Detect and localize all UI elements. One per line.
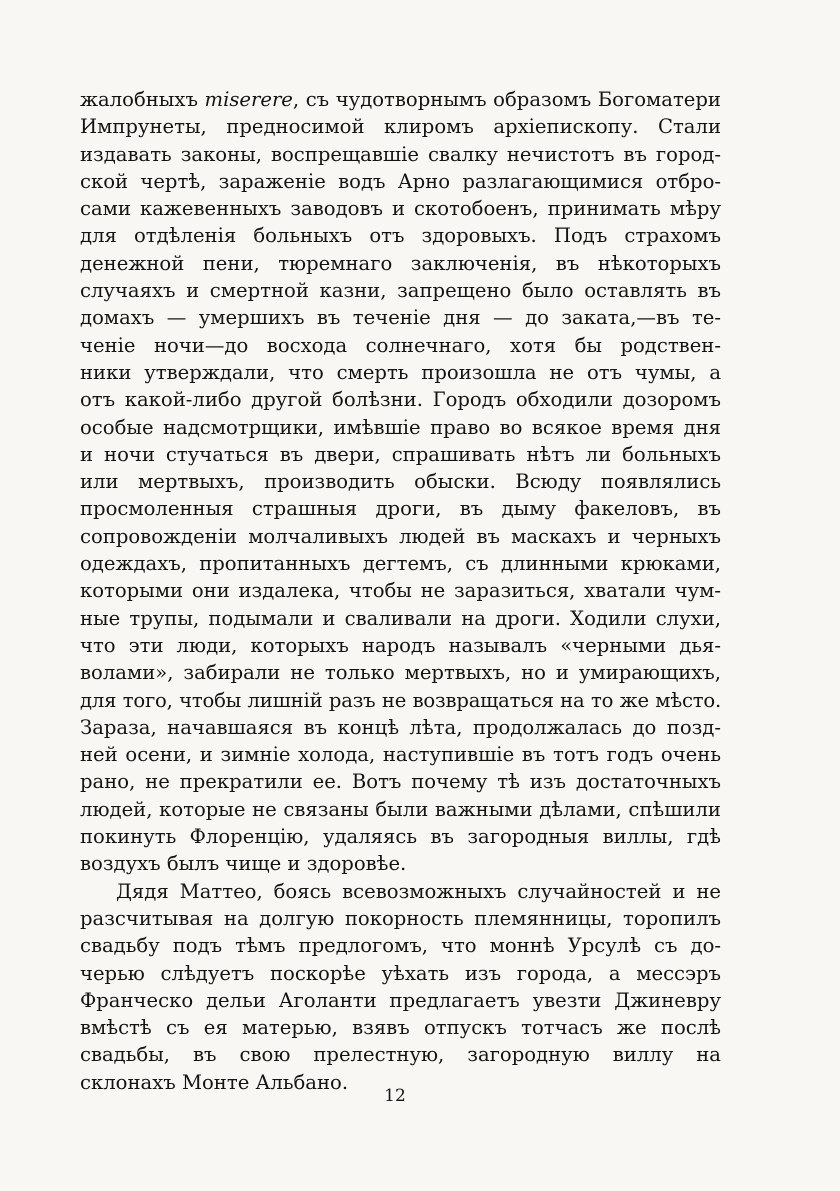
text-line: склонахъ Монте Альбано.	[80, 1070, 349, 1094]
text-line: что эти люди, которыхъ народъ называлъ «черными дья-	[80, 633, 721, 657]
text-line: просмоленныя страшныя дроги, въ дыму факеловъ, въ	[80, 497, 721, 521]
text-line: жалобныхъ miserere, съ чудотворнымъ образомъ Богоматери	[80, 88, 721, 111]
text-line: ченіе ночи—до восхода солнечнаго, хотя бы родствен-	[80, 333, 721, 357]
text-line: ные трупы, подымали и сваливали на дроги. Ходили слухи,	[80, 606, 721, 630]
text-line: особые надсмотрщики, имѣвшіе право во всякое время дня	[80, 415, 721, 439]
text-line: ской чертѣ, зараженіе водъ Арно разлагающимися отбро-	[80, 169, 721, 193]
text-line: Импрунеты, предносимой клиромъ архіепископу. Стали	[80, 115, 721, 139]
text-line: рано, не прекратили ее. Вотъ почему тѣ изъ достаточныхъ	[80, 770, 721, 794]
text-line: для отдѣленія больныхъ отъ здоровыхъ. Подъ страхомъ	[80, 224, 721, 248]
text-line: Дядя Маттео, боясь всевозможныхъ случайностей и не	[116, 879, 721, 903]
text-line: разсчитывая на долгую покорность племянницы, торопилъ	[80, 906, 721, 930]
text-line: издавать законы, воспрещавшіе свалку нечистотъ въ город-	[80, 142, 721, 166]
text-line: воздухъ былъ чище и здоровѣе.	[80, 852, 407, 876]
text-line: сопровожденіи молчаливыхъ людей въ маскахъ и черныхъ	[80, 524, 721, 548]
text-line: которыми они издалека, чтобы не заразиться, хватали чум-	[80, 579, 721, 603]
text-line: Зараза, начавшаяся въ концѣ лѣта, продолжалась до позд-	[80, 715, 721, 739]
text-line: и ночи стучаться въ двери, спрашивать нѣтъ ли больныхъ	[80, 442, 721, 466]
page-number: 12	[384, 1086, 406, 1106]
italic-term: miserere	[204, 88, 293, 111]
text-line: для того, чтобы лишній разъ не возвращаться на то же мѣсто.	[80, 688, 721, 712]
text-line: людей, которые не связаны были важными дѣлами, спѣшили	[80, 797, 721, 821]
text-line: сами кажевенныхъ заводовъ и скотобоенъ, принимать мѣру	[80, 197, 721, 221]
text-line: ней осени, и зимніе холода, наступившіе въ тотъ годъ очень	[80, 743, 721, 767]
text-line: Франческо дельи Аголанти предлагаетъ увезти Джиневру	[80, 988, 721, 1012]
text-line: отъ какой-либо другой болѣзни. Городъ обходили дозоромъ	[80, 388, 721, 412]
text-line: свадьбы, въ свою прелестную, загородную виллу на	[80, 1043, 721, 1067]
text-line: черью слѣдуетъ поскорѣе уѣхать изъ города, а мессэръ	[80, 961, 721, 985]
body-text	[80, 86, 721, 1096]
text-line: волами», забирали не только мертвыхъ, но и умирающихъ,	[80, 661, 721, 685]
text-line: одеждахъ, пропитанныхъ дегтемъ, съ длинными крюками,	[80, 552, 721, 576]
text-line: денежной пени, тюремнаго заключенія, въ нѣкоторыхъ	[80, 251, 721, 275]
text-line: покинуть Флоренцію, удаляясь въ загородныя виллы, гдѣ	[80, 825, 721, 849]
text-line: домахъ — умершихъ въ теченіе дня — до заката,—въ те-	[80, 306, 721, 330]
text-line: или мертвыхъ, производить обыски. Всюду появлялись	[80, 470, 721, 494]
text-line: вмѣстѣ съ ея матерью, взявъ отпускъ тотчасъ же послѣ	[80, 1016, 721, 1040]
text-line: свадьбу подъ тѣмъ предлогомъ, что моннѣ Урсулѣ съ до-	[80, 934, 721, 958]
text-line: случаяхъ и смертной казни, запрещено было оставлять въ	[80, 279, 721, 303]
text-line: ники утверждали, что смерть произошла не отъ чумы, а	[80, 360, 721, 384]
